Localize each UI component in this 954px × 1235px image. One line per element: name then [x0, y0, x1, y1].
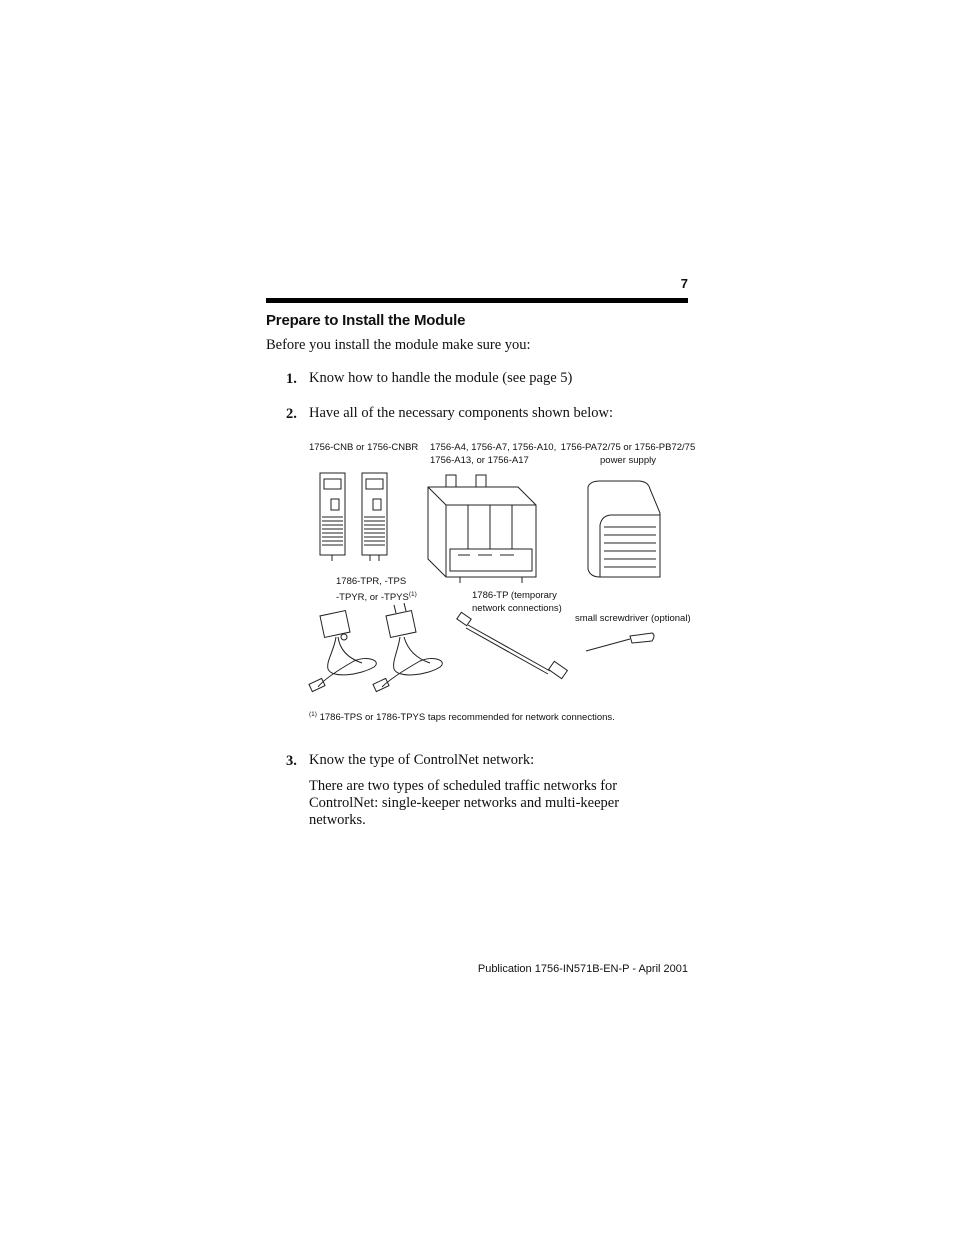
components-illustration: [300, 465, 700, 700]
step-2: [286, 405, 297, 423]
figure-footnote: [309, 709, 615, 724]
footnote-text: 1786-TPS or 1786-TPYS taps recommended for network connections.: [319, 712, 615, 724]
module-label: 1756-CNB or 1756-CNBR: [309, 442, 419, 453]
screwdriver-icon: [586, 633, 654, 651]
step-number: 3.: [286, 753, 297, 769]
step-text: Know how to handle the module (see page 5): [309, 370, 573, 386]
page-number: 7: [680, 276, 688, 291]
cable-label-line2: network connections): [472, 603, 562, 614]
intro-text: Before you install the module make sure you:: [266, 337, 531, 353]
chassis-icon: [428, 475, 536, 583]
taps-label-line2: -TPYR, or -TPYS: [336, 592, 409, 604]
footnote-marker: (1): [309, 711, 317, 718]
cable-label-line1: 1786-TP (temporary: [472, 590, 557, 601]
step-1: [286, 370, 297, 388]
section-title: Prepare to Install the Module: [266, 312, 466, 329]
screwdriver-label: small screwdriver (optional): [575, 613, 691, 624]
step-text: Know the type of ControlNet network:: [309, 752, 535, 768]
module-icon: [320, 473, 345, 561]
step-3: [286, 752, 297, 770]
step-number: 1.: [286, 371, 297, 387]
publication-footer: Publication 1756-IN571B-EN-P - April 2001: [477, 963, 688, 975]
power-supply-icon: [588, 481, 660, 577]
step-number: 2.: [286, 406, 297, 422]
module-redundant-icon: [362, 473, 387, 561]
network-cable-icon: [457, 612, 568, 678]
section-rule: [266, 298, 688, 303]
power-label-line1: 1756-PA72/75 or 1756-PB72/75: [560, 442, 696, 453]
tap-icon: [373, 603, 442, 692]
step-text: Have all of the necessary components shown below:: [309, 405, 614, 421]
taps-label-line1: 1786-TPR, -TPS: [336, 576, 407, 587]
network-paragraph: There are two types of scheduled traffic networks for ControlNet: single-keeper networks and multi-keeper networks.: [309, 778, 620, 828]
chassis-label-line2: 1756-A13, or 1756-A17: [430, 455, 529, 466]
chassis-label-line1: 1756-A4, 1756-A7, 1756-A10,: [430, 442, 557, 453]
taps-footnote-ref: (1): [408, 591, 417, 598]
tap-icon: [309, 611, 376, 692]
power-label-line2: power supply: [600, 455, 656, 466]
